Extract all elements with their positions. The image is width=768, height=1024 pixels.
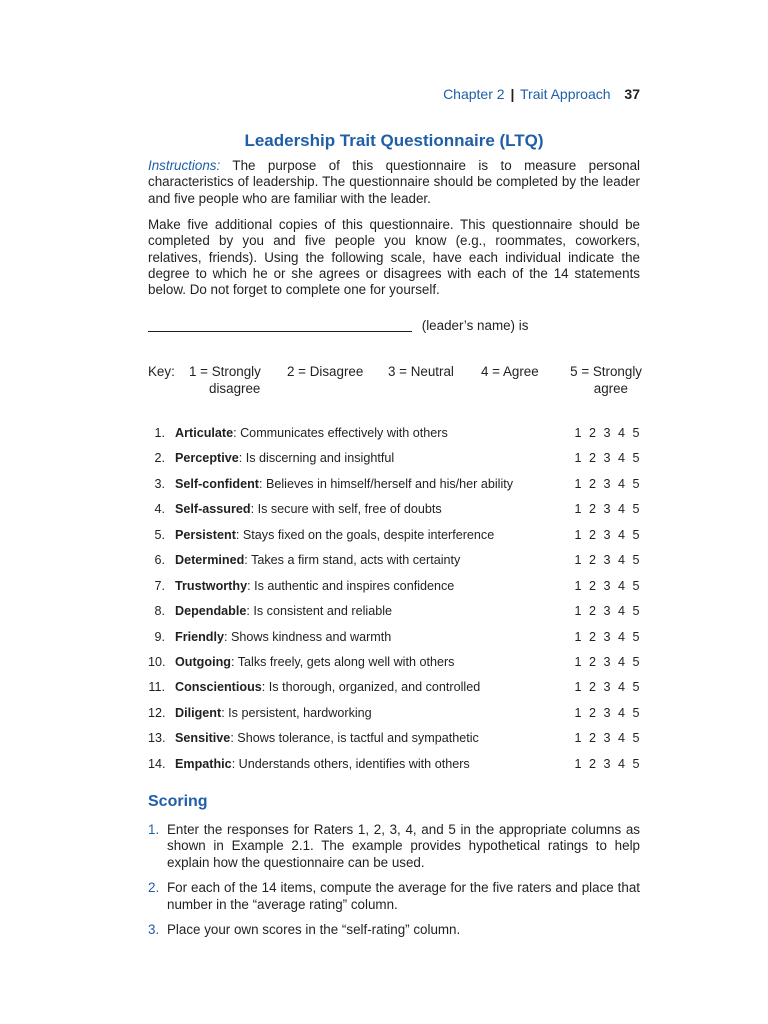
item-statement [175,476,513,493]
item-statement [175,552,460,569]
item-statement [175,603,392,620]
scoring-steps [148,822,640,947]
item-trait: Self-confident [175,476,259,491]
questionnaire-item [148,578,642,603]
item-description: : Takes a firm stand, acts with certainty [244,553,461,568]
questionnaire-item [148,705,642,730]
item-statement [175,527,494,544]
item-trait: Outgoing [175,654,231,669]
item-trait: Conscientious [175,680,262,695]
item-description: : Is consistent and reliable [246,604,392,619]
key-item-1 [189,364,285,397]
key-item-2 [287,364,377,381]
item-number: 12. [148,705,166,720]
rating-scale[interactable]: 1 2 3 4 5 [574,654,640,669]
item-number: 2. [154,451,165,466]
item-trait: Friendly [175,629,224,644]
scoring-step [148,822,640,871]
rating-scale[interactable]: 1 2 3 4 5 [574,553,640,568]
rating-scale[interactable]: 1 2 3 4 5 [574,629,640,644]
step-number: 3. [148,922,160,938]
item-number: 10. [148,654,166,669]
item-statement [175,705,372,722]
item-number: 7. [154,578,165,593]
item-description: : Shows tolerance, is tactful and sympathetic [230,731,479,746]
scoring-step [148,880,640,913]
item-description: : Stays fixed on the goals, despite interference [235,527,495,542]
rating-scale[interactable]: 1 2 3 4 5 [574,426,640,440]
item-number: 9. [154,629,165,644]
item-trait: Dependable [175,604,247,619]
item-trait: Sensitive [175,731,231,746]
rating-scale[interactable]: 1 2 3 4 5 [574,756,640,771]
rating-scale[interactable]: 1 2 3 4 5 [574,502,640,517]
item-description: : Talks freely, gets along well with others [230,654,455,669]
key-label: Key: [148,364,175,379]
item-number: 6. [154,553,165,568]
item-statement [175,578,454,595]
item-trait: Perceptive [175,451,239,466]
item-description: : Shows kindness and warmth [224,629,392,644]
item-trait: Empathic [175,756,232,771]
item-trait: Diligent [175,705,222,720]
item-statement [175,450,394,467]
copies-paragraph: Make five additional copies of this questionnaire. This questionnaire should be completed by you and five people you know (e.g., roommates, coworkers, relatives, friends). Using the following scale, have each individual indicate the degree to which he or she agrees or disagrees with each of the 14 statements below. Do not forget to complete one for yourself. [148,217,640,298]
questionnaire-item [148,679,642,704]
item-number: 11. [148,680,165,695]
rating-scale[interactable]: 1 2 3 4 5 [574,578,640,593]
item-description: : Is thorough, organized, and controlled [261,680,481,695]
rating-scale[interactable]: 1 2 3 4 5 [574,705,640,720]
key-item-2-line1: 2 = Disagree [287,364,364,379]
item-description: : Is persistent, hardworking [221,705,372,720]
item-statement [175,629,391,646]
item-number: 4. [154,502,165,517]
item-number: 13. [148,731,166,746]
key-item-3-line1: 3 = Neutral [388,364,454,379]
key-item-5 [566,364,642,397]
separator: | [510,86,515,102]
item-trait: Trustworthy [175,578,248,593]
item-description: : Believes in himself/herself and his/her ability [258,476,514,491]
item-number: 8. [154,604,165,619]
page-number: 37 [624,86,640,102]
questionnaire-item [148,730,642,755]
item-description: : Is authentic and inspires confidence [247,578,455,593]
questionnaire-item [148,501,642,526]
rating-scale[interactable]: 1 2 3 4 5 [574,527,640,542]
questionnaire-item [148,476,642,501]
item-description: : Understands others, identifies with others [231,756,470,771]
running-head [443,86,640,102]
item-number: 5. [154,527,165,542]
questionnaire-item [148,425,642,450]
rating-scale[interactable]: 1 2 3 4 5 [574,731,640,746]
step-text: For each of the 14 items, compute the average for the five raters and place that number in the “average rating” column. [167,880,640,912]
key-item-5-line2: agree [593,380,628,396]
questionnaire-item [148,654,642,679]
key-item-5-line1: 5 = Strongly [570,364,642,379]
questionnaire-items [148,425,642,781]
key-item-3 [388,364,478,381]
key-item-1-line1: 1 = Strongly [189,364,261,379]
questionnaire-item [148,756,642,781]
item-description: : Is discerning and insightful [238,451,395,466]
item-statement [175,425,448,442]
leader-name-label: (leader’s name) is [421,318,529,333]
instructions-paragraph [148,158,640,207]
step-number: 1. [148,822,160,837]
item-statement [175,501,442,518]
item-description: : Communicates effectively with others [233,426,448,440]
item-number: 3. [154,476,165,491]
instructions-label: Instructions: [148,158,221,173]
questionnaire-item [148,629,642,654]
step-text: Place your own scores in the “self-rating” column. [167,922,461,938]
item-trait: Self-assured [175,502,251,517]
chapter-label: Chapter 2 [443,86,505,102]
page-title: Leadership Trait Questionnaire (LTQ) [244,131,544,150]
questionnaire-item [148,603,642,628]
item-trait: Articulate [175,426,234,440]
key-item-4-line1: 4 = Agree [481,364,539,379]
item-statement [175,730,479,747]
questionnaire-item [148,450,642,475]
item-number: 1. [154,426,165,440]
item-description: : Is secure with self, free of doubts [250,502,442,517]
item-statement [175,679,480,696]
item-number: 14. [148,756,166,771]
rating-scale[interactable]: 1 2 3 4 5 [574,604,640,619]
questionnaire-item [148,527,642,552]
step-number: 2. [148,880,160,896]
rating-scale[interactable]: 1 2 3 4 5 [574,451,640,466]
questionnaire-item [148,552,642,577]
scoring-heading: Scoring [148,793,208,810]
instructions-text: The purpose of this questionnaire is to measure personal characteristics of leadership. The questionnaire should be completed by the leader and five people who are familiar with the leader. [148,158,640,206]
rating-scale[interactable]: 1 2 3 4 5 [574,476,640,491]
section-label: Trait Approach [520,86,611,102]
item-statement [175,654,454,671]
rating-scale[interactable]: 1 2 3 4 5 [574,680,640,695]
item-trait: Persistent [175,527,236,542]
key-item-4 [481,364,561,381]
step-text: Enter the responses for Raters 1, 2, 3, 4, and 5 in the appropriate columns as shown in Example 2.1. The example provides hypothetical ratings to help explain how the questionnaire can be used. [167,822,640,870]
item-trait: Determined [175,553,245,568]
leader-name-blank[interactable] [148,331,412,332]
leader-name-row [148,318,528,333]
item-statement [175,756,470,773]
key-item-1-line2: disagree [209,380,261,396]
scoring-step [148,922,640,938]
